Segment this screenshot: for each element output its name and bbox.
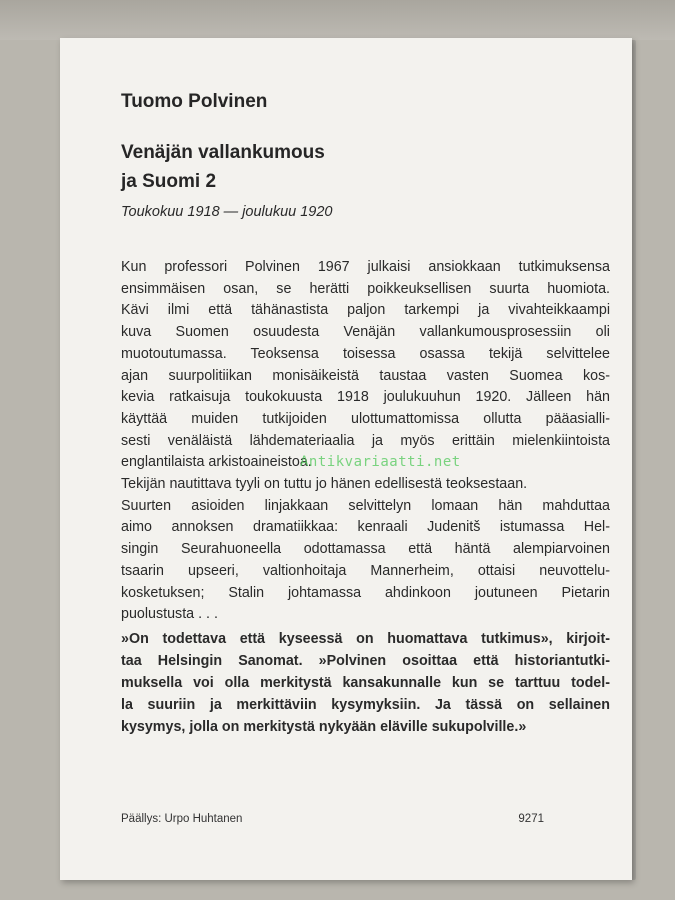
book-title [121, 138, 325, 196]
back-cover [60, 38, 632, 880]
blurb-line: aimo annoksen dramatiikkaa: kenraali Judenitš istumassa Hel- [121, 519, 610, 536]
blurb-line: muotoutumassa. Teoksensa toisessa osassa tekijä selvittelee [121, 345, 610, 362]
cover-designer-credit: Päällys: Urpo Huhtanen [121, 813, 243, 825]
blurb-line: tsaarin upseeri, valtionhoitaja Mannerheim, ottaisi neuvottelu- [121, 562, 610, 579]
quote-line: »On todettava että kyseessä on huomattava tutkimus», kirjoit- [121, 631, 610, 647]
blurb-line: Kävi ilmi että tähänastista paljon tarkempi ja vivahteikkaampi [121, 302, 610, 319]
blurb-text [121, 257, 610, 626]
blurb-line: puolustusta . . . [121, 606, 218, 623]
author-name: Tuomo Polvinen [121, 91, 268, 112]
quote-line: la suuriin ja merkittäviin kysymyksiin. Ja tässä on sellainen [121, 697, 610, 713]
book-title-line: ja Suomi 2 [121, 171, 217, 192]
blurb-line: kevia ratkaisuja toukokuusta 1918 joulukuuhun 1920. Jälleen hän [121, 389, 610, 406]
background-top [0, 0, 675, 40]
review-quote [121, 628, 610, 738]
blurb-line: kosketuksen; Stalin johtamassa ahdinkoon joutuneen Pietarin [121, 584, 610, 601]
watermark-logo: Antikvariaatti.net [300, 454, 461, 470]
blurb-line: kuva Suomen osuudesta Venäjän vallankumousprosessiin oli [121, 324, 610, 341]
quote-line: kysymys, jolla on merkitystä nykyään eläville sukupolville.» [121, 719, 527, 735]
blurb-line: Tekijän nautittava tyyli on tuttu jo hänen edellisestä teoksestaan. [121, 476, 528, 493]
blurb-line: käyttää muiden tutkijoiden ulottumattomissa ollutta pääasialli- [121, 410, 610, 427]
book-title-line: Venäjän vallankumous [121, 142, 325, 163]
quote-line: muksella voi olla merkitystä kansakunnalle kun se tarttuu todel- [121, 675, 610, 691]
quote-line: taa Helsingin Sanomat. »Polvinen osoittaa että historiantutki- [121, 653, 610, 669]
blurb-line: singin Seurahuoneella odottamassa että häntä alempiarvoinen [121, 541, 610, 558]
blurb-line: ajan suurpolitiikan monisäikeistä taustaa vasten Suomea kos- [121, 367, 610, 384]
blurb-line: Suurten asioiden linjakkaan selvittelyn lomaan hän mahduttaa [121, 497, 610, 514]
blurb-line: Kun professori Polvinen 1967 julkaisi ansiokkaan tutkimuksensa [121, 259, 610, 275]
blurb-line: sesti venäläistä lähdemateriaalia ja myös erittäin mielenkiintoista [121, 432, 610, 449]
book-subtitle: Toukokuu 1918 — joulukuu 1920 [121, 204, 333, 220]
product-code: 9271 [518, 813, 544, 825]
blurb-line: ensimmäisen osan, se herätti poikkeuksellisen suurta huomiota. [121, 280, 610, 297]
blurb-line: englantilaista arkistoaineistoa. [121, 454, 312, 471]
